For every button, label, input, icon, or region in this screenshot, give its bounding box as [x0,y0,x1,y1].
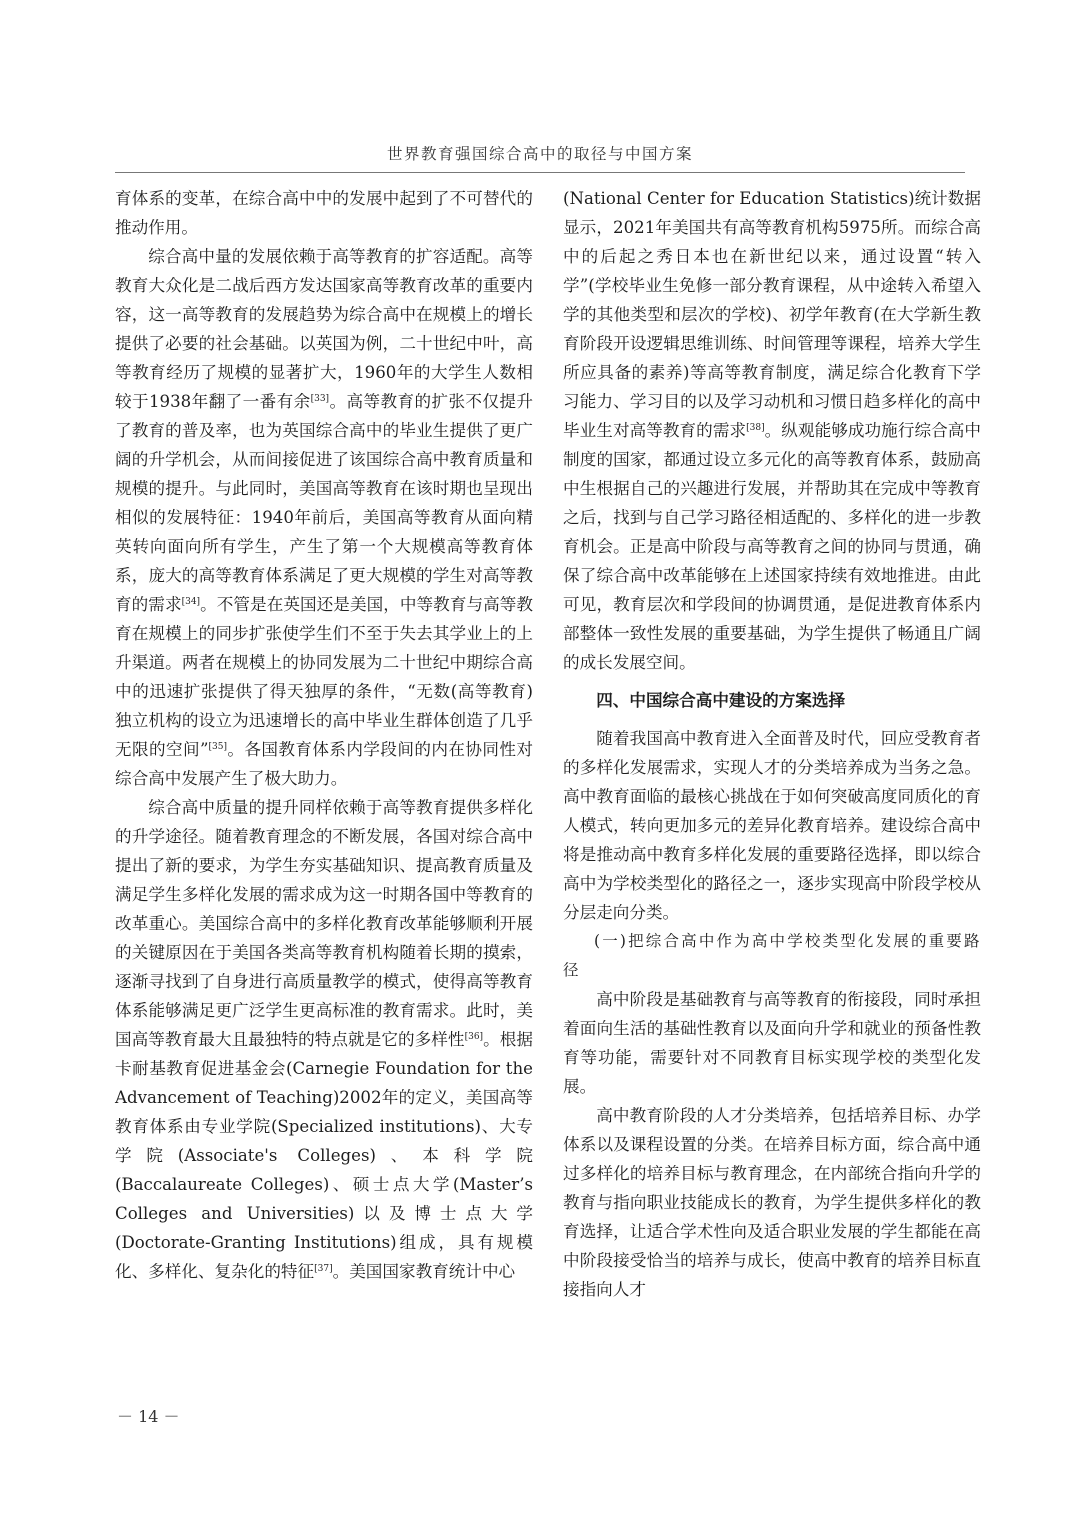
paragraph: 综合高中量的发展依赖于高等教育的扩容适配。高等教育大众化是二战后西方发达国家高等教育改革的重要内容，这一高等教育的发展趋势为综合高中在规模上的增长提供了必要的社会基础。以英国为例，二十世纪中叶，高等教育经历了规模的显著扩大，1960年的大学生人数相较于1938年翻了一番有余[33]。高等教育的扩张不仅提升了教育的普及率，也为英国综合高中的毕业生提供了更广阔的升学机会，从而间接促进了该国综合高中教育质量和规模的提升。与此同时，美国高等教育在该时期也呈现出相似的发展特征：1940年前后，美国高等教育从面向精英转向面向所有学生，产生了第一个大规模高等教育体系，庞大的高等教育体系满足了更大规模的学生对高等教育的需求[34]。不管是在英国还是美国，中等教育与高等教育在规模上的同步扩张使学生们不至于失去其学业上的上升渠道。两者在规模上的协同发展为二十世纪中期综合高中的迅速扩张提供了得天独厚的条件，“无数(高等教育)独立机构的设立为迅速增长的高中毕业生群体创造了几乎无限的空间”[35]。各国教育体系内学段间的内在协同性对综合高中发展产生了极大助力。 [115,247,534,788]
paragraph: 综合高中质量的提升同样依赖于高等教育提供多样化的升学途径。随着教育理念的不断发展，各国对综合高中提出了新的要求，为学生夯实基础知识、提高教育质量及满足学生多样化发展的需求成为这一时期各国中等教育的改革重心。美国综合高中的多样化教育改革能够顺利开展的关键原因在于美国各类高等教育机构随着长期的摸索，逐渐寻找到了自身进行高质量教学的模式，使得高等教育体系能够满足更广泛学生更高标准的教育需求。此时，美国高等教育最大且最独特的特点就是它的多样性[36]。根据卡耐基教育促进基金会(Carnegie Foundation for the Advancement of Teaching)2002年的定义，美国高等教育体系由专业学院(Specialized institutions)、大专学院(Associate's Colleges)、本科学院(Baccalaureate Colleges)、硕士点大学(Master’s Colleges and Universities)以及博士点大学(Doctorate-Granting Institutions)组成，具有规模化、多样化、复杂化的特征[37]。美国国家教育统计中心 [115,798,534,1281]
page-number: － 14 － [117,1407,180,1426]
citation[interactable]: [37] [314,1264,333,1274]
citation[interactable]: [33] [310,394,330,404]
section-heading: 四、中国综合高中建设的方案选择 [596,691,846,710]
paragraph: 高中教育阶段的人才分类培养，包括培养目标、办学体系以及课程设置的分类。在培养目标方面，综合高中通过多样化的培养目标与教育理念，在内部统合指向升学的教育与指向职业技能成长的教育，为学生提供多样化的教育选择，让适合学术性向及适合职业发展的学生都能在高中阶段接受恰当的培养与成长，使高中教育的培养目标直接指向人才 [563,1106,981,1299]
citation[interactable]: [38] [746,423,765,433]
citation[interactable]: [36] [464,1032,484,1042]
subsection-heading: (一)把综合高中作为高中学校类型化发展的重要路径 [563,932,981,979]
paragraph: (National Center for Education Statistics)统计数据显示，2021年美国共有高等教育机构5975所。而综合高中的后起之秀日本也在新世纪以来，通过设置“转入学”(学校毕业生免修一部分教育课程，从中途转入希望入学的其他类型和层次的学校)、初学年教育(在大学新生教育阶段开设逻辑思维训练、时间管理等课程，培养大学生所应具备的素养)等高等教育制度，满足综合化教育下学习能力、学习目的以及学习动机和习惯日趋多样化的高中毕业生对高等教育的需求[38]。纵观能够成功施行综合高中制度的国家，都通过设立多元化的高等教育体系，鼓励高中生根据自己的兴趣进行发展，并帮助其在完成中等教育之后，找到与自己学习路径相适配的、多样化的进一步教育机会。正是高中阶段与高等教育之间的协同与贯通，确保了综合高中改革能够在上述国家持续有效地推进。由此可见，教育层次和学段间的协调贯通，是促进教育体系内部整体一致性发展的重要基础，为学生提供了畅通且广阔的成长发展空间。 [563,189,982,672]
running-header: 世界教育强国综合高中的取径与中国方案 [386,145,693,163]
paragraph: 随着我国高中教育进入全面普及时代，回应受教育者的多样化发展需求，实现人才的分类培养成为当务之急。高中教育面临的最核心挑战在于如何突破高度同质化的育人模式，转向更加多元的差异化教育培养。建设综合高中将是推动高中教育多样化发展的重要路径选择，即以综合高中为学校类型化的路径之一，逐步实现高中阶段学校从分层走向分类。 [563,729,981,922]
citation[interactable]: [35] [208,742,227,752]
header-divider [115,172,965,173]
right-column [563,184,981,1304]
citation[interactable]: [34] [181,597,201,607]
left-column [115,184,533,1286]
paragraph: 高中阶段是基础教育与高等教育的衔接段，同时承担着面向生活的基础性教育以及面向升学和就业的预备性教育等功能，需要针对不同教育目标实现学校的类型化发展。 [563,990,981,1096]
paragraph: 育体系的变革，在综合高中中的发展中起到了不可替代的推动作用。 [115,189,533,237]
